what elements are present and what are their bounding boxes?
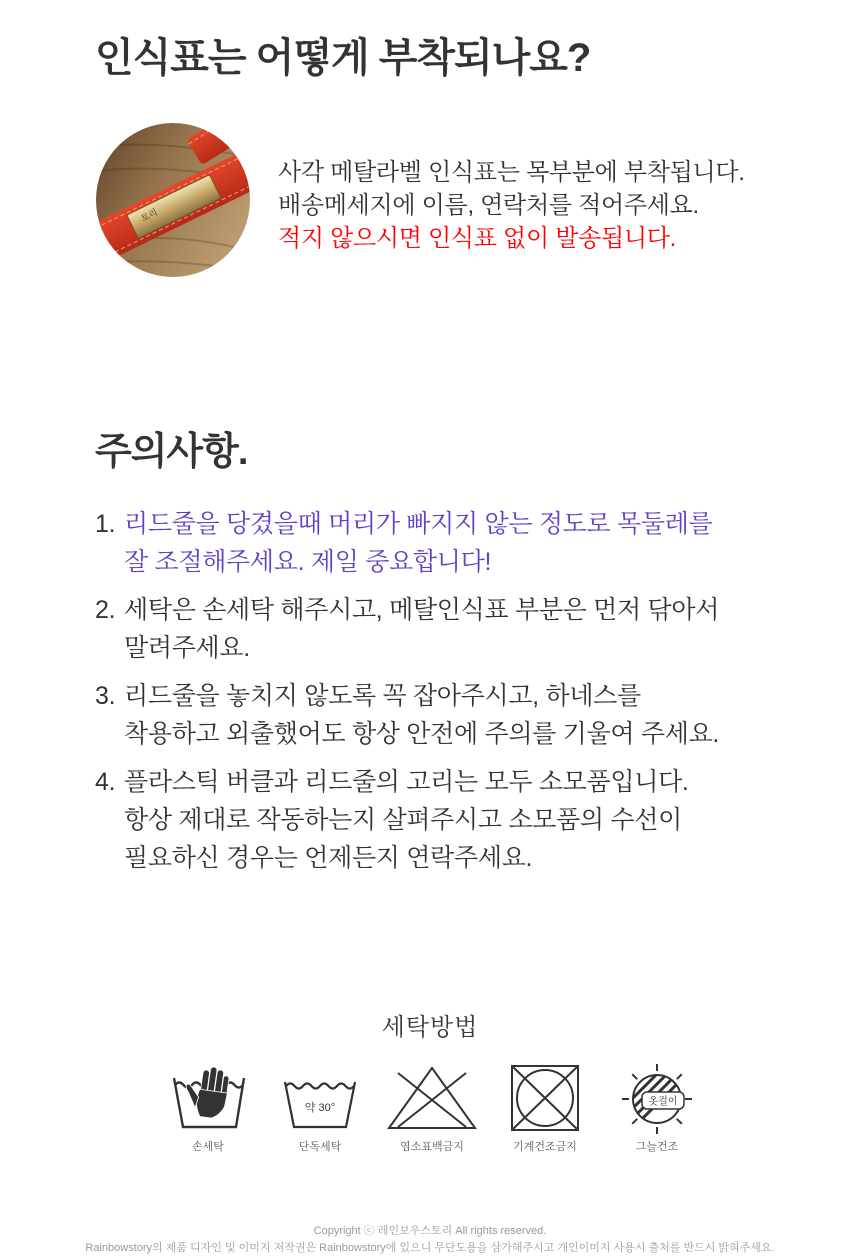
hand-shape: [182, 1064, 231, 1120]
item-line: 리드줄을 놓치지 않도록 꼭 잡아주시고, 하네스를: [124, 682, 641, 710]
item-line: 세탁은 손세탁 해주시고, 메탈인식표 부분은 먼저 닦아서: [124, 596, 720, 624]
tag-info-text: [278, 156, 745, 255]
item-line: 플라스틱 버클과 리드줄의 고리는 모두 소모품입니다.: [124, 768, 689, 796]
copyright-notice: Rainbowstory의 제품 디자인 및 이미지 저작권은 Rainbowstory에 있으니 무단도용을 삼가해주시고 개인이미지 사용시 출처를 반드시 밝혀주세요.: [85, 1242, 775, 1254]
item-number: 4.: [95, 768, 116, 796]
laundry-icons: [0, 1055, 860, 1140]
tag-engraving: 토리: [139, 206, 160, 224]
no-tumble-dry-label: 기계건조금지: [513, 1141, 577, 1153]
warning-line: 적지 않으시면 인식표 없이 발송됩니다.: [278, 225, 676, 252]
item-number: 1.: [95, 510, 116, 538]
item-line: 항상 제대로 작동하는지 살펴주시고 소모품의 수선이: [124, 806, 682, 834]
hand-wash-icon: [174, 1064, 244, 1127]
wash-30-icon: [285, 1082, 355, 1127]
item-line: 잘 조절해주세요. 제일 중요합니다!: [124, 548, 492, 576]
water-wave: [286, 1084, 354, 1089]
tag-section-title: 인식표는 어떻게 부착되나요?: [95, 36, 591, 80]
item-line: 착용하고 외출했어도 항상 안전에 주의를 기울여 주세요.: [124, 720, 720, 748]
caution-list: [95, 505, 719, 887]
shade-dry-label: 그늘건조: [635, 1141, 679, 1153]
no-bleach-icon: [389, 1068, 475, 1128]
no-bleach-label: 염소표백금지: [400, 1141, 464, 1153]
item-number: 2.: [95, 596, 116, 624]
collar-tag-photo: [96, 123, 250, 277]
wash-30-label: 단독세탁: [298, 1141, 342, 1153]
laundry-section-title: 세탁방법: [381, 1014, 479, 1041]
hand-wash-label: 손세탁: [192, 1141, 224, 1153]
collar-tag-photo-art: [96, 123, 250, 277]
caution-item: [95, 677, 719, 753]
caution-item: [95, 763, 719, 877]
hanger-label: 옷걸이: [648, 1096, 678, 1108]
caution-section-title: 주의사항.: [95, 431, 248, 473]
item-line: 필요하신 경우는 언제든지 연락주세요.: [124, 844, 533, 872]
tag-info-line: 배송메세지에 이름, 연락처를 적어주세요.: [278, 192, 699, 219]
tag-info-line: 사각 메탈라벨 인식표는 목부분에 부착됩니다.: [278, 159, 745, 186]
item-line: 말려주세요.: [124, 634, 250, 662]
caution-item: [95, 505, 719, 581]
item-number: 3.: [95, 682, 116, 710]
copyright-line: Copyright ⓒ 레인보우스토리 All rights reserved.: [313, 1225, 547, 1237]
shade-dry-icon: [620, 1055, 706, 1134]
cross-mark: [512, 1066, 578, 1130]
item-line: 리드줄을 당겼을때 머리가 빠지지 않는 정도로 목둘레를: [124, 510, 713, 538]
no-tumble-dry-icon: [512, 1066, 578, 1130]
temperature-label: 약 30°: [304, 1102, 336, 1114]
caution-item: [95, 591, 719, 667]
